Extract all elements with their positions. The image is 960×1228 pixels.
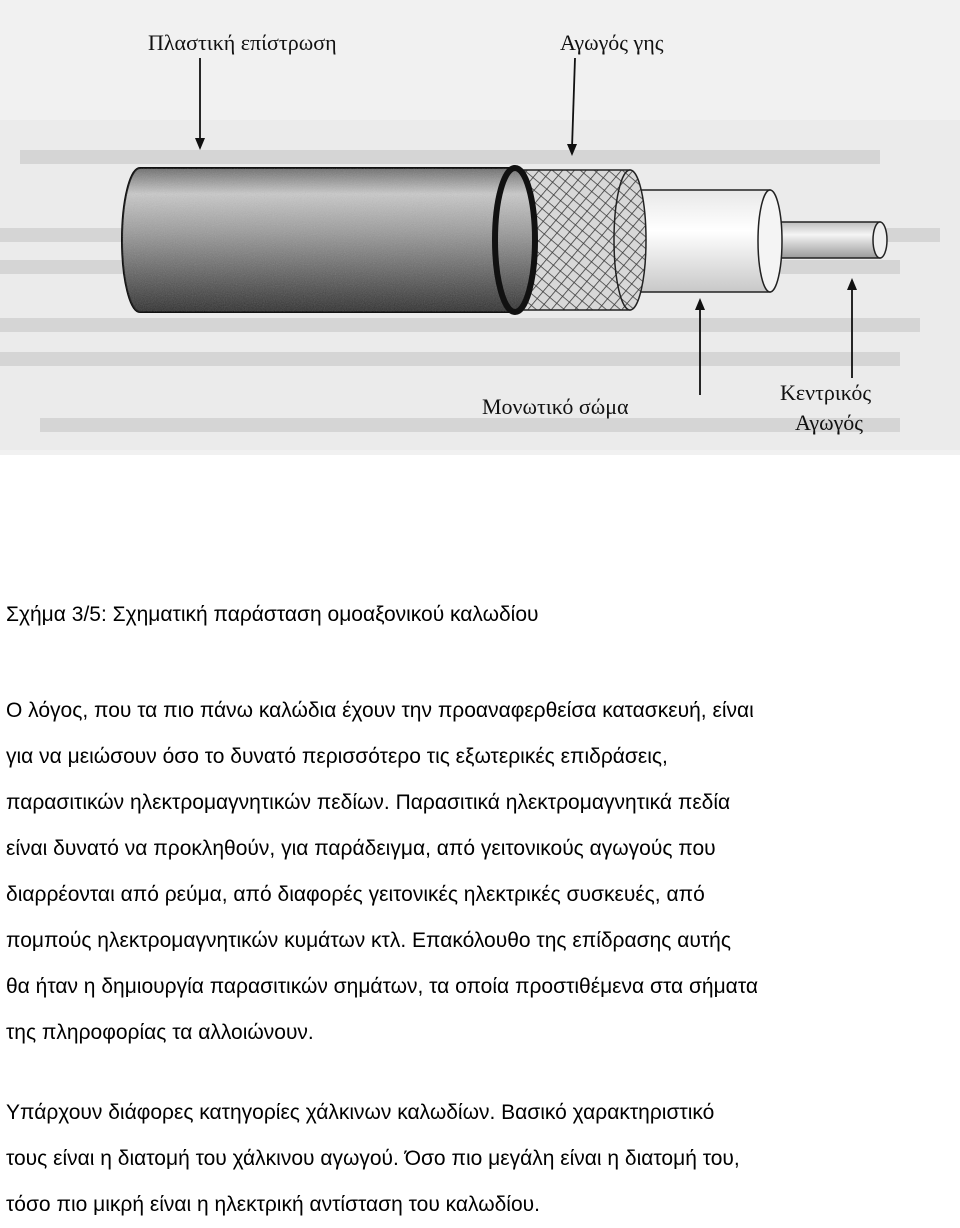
paragraph-interference	[6, 688, 758, 1056]
paragraph-line: τους είναι η διατομή του χάλκινου αγωγού. Όσο πιο μεγάλη είναι η διατομή του,	[6, 1147, 740, 1170]
label-insulating-body: Μονωτικό σώμα	[482, 394, 629, 419]
coaxial-cable-diagram	[0, 0, 960, 455]
label-center-conductor-line1: Κεντρικός	[780, 380, 872, 405]
paragraph-line: διαρρέονται από ρεύμα, από διαφορές γειτονικές ηλεκτρικές συσκευές, από	[6, 883, 705, 906]
paragraph-line: είναι δυνατό να προκληθούν, για παράδειγμα, από γειτονικούς αγωγούς που	[6, 837, 716, 860]
figure-caption: Σχήμα 3/5: Σχηματική παράσταση ομοαξονικού καλωδίου	[6, 603, 539, 626]
paragraph-line: πομπούς ηλεκτρομαγνητικών κυμάτων κτλ. Επακόλουθο της επίδρασης αυτής	[6, 929, 731, 952]
label-center-conductor-line2: Αγωγός	[795, 410, 864, 435]
paragraph-line: θα ήταν η δημιουργία παρασιτικών σημάτων, τα οποία προστιθέμενα στα σήματα	[6, 975, 758, 998]
paragraph-line: για να μειώσουν όσο το δυνατό περισσότερο τις εξωτερικές επιδράσεις,	[6, 745, 668, 768]
label-plastic-coating: Πλαστική επίστρωση	[148, 30, 337, 55]
paragraph-line: Ο λόγος, που τα πιο πάνω καλώδια έχουν την προαναφερθείσα κατασκευή, είναι	[6, 699, 754, 722]
paragraph-line: της πληροφορίας τα αλλοιώνουν.	[6, 1021, 314, 1044]
paragraph-line: τόσο πιο μικρή είναι η ηλεκτρική αντίσταση του καλωδίου.	[6, 1193, 540, 1216]
coaxial-cable-figure	[0, 0, 960, 455]
paragraph-line: Υπάρχουν διάφορες κατηγορίες χάλκινων καλωδίων. Βασικό χαρακτηριστικό	[6, 1101, 715, 1124]
paragraph-copper-cables	[6, 1090, 740, 1228]
plastic-jacket	[122, 168, 535, 312]
paragraph-line: παρασιτικών ηλεκτρομαγνητικών πεδίων. Παρασιτικά ηλεκτρομαγνητικά πεδία	[6, 791, 731, 814]
insulating-body	[625, 190, 782, 292]
label-ground-conductor: Αγωγός γης	[560, 30, 664, 55]
